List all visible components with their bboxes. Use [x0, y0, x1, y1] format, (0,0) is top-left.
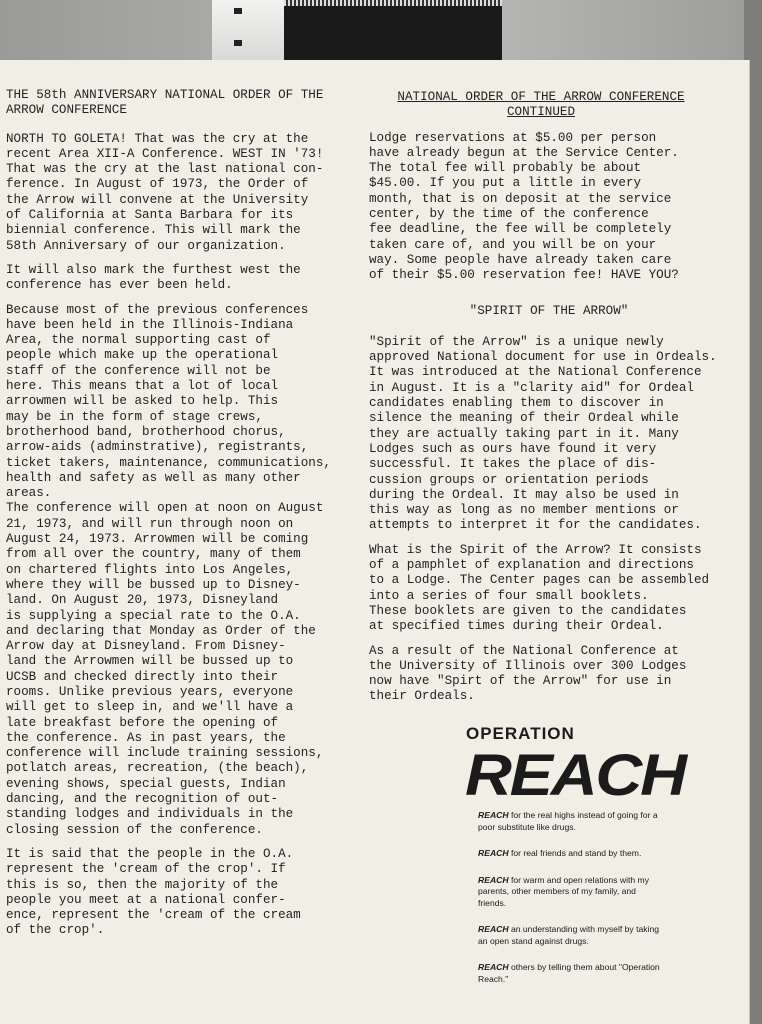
reach-logo: REACH	[465, 743, 685, 808]
document-page	[0, 60, 749, 1024]
article-paragraph: It will also mark the furthest west the conference has ever been held.	[6, 262, 301, 293]
reach-keyword: REACH	[478, 874, 509, 885]
scanner-barcode	[284, 0, 502, 6]
reach-text: for the real highs instead of going for a poor substitute like drugs.	[478, 810, 658, 832]
reach-item	[478, 848, 662, 860]
reach-keyword: REACH	[478, 924, 509, 934]
reach-item	[478, 962, 662, 985]
scanner-calibration-card	[212, 0, 284, 62]
calibration-mark	[234, 8, 242, 14]
article-paragraph: It is said that the people in the O.A. represent the 'cream of the crop'. If this is so, then the majority of the people you meet at a national confer- ence, represent the 'cream of the cream of the crop'.	[6, 846, 301, 938]
article-paragraph: NORTH TO GOLETA! That was the cry at the recent Area XII-A Conference. WEST IN '73! That was the cry at the last national con- ference. In August of 1973, the Order of the Arrow will convene at the University of California at Santa Barbara for its biennial conference. This will mark the 58th Anniversary of our organization.	[6, 131, 324, 253]
article-paragraph: As a result of the National Conference at the University of Illinois over 300 Lodges now have "Spirt of the Arrow" for use in their Ordeals.	[369, 643, 687, 704]
article-paragraph: The conference will open at noon on August 21, 1973, and will run through noon on August 24, 1973. Arrowmen will be coming from all over the country, many of them on chartered flights into Los Angeles, where they will be bussed up to Disney- land. On August 20, 1973, Disneyland is supplying a special rate to the O.A. and declaring that Monday as Order of the Arrow day at Disneyland. From Disney- land the Arrowmen will be bussed up to UCSB and checked directly into their rooms. Unlike previous years, everyone will get to sleep in, and we'll have a late breakfast before the opening of the conference. As in past years, the conference will include training sessions, potlatch areas, recreation, (the beach), evening shows, special guests, Indian dancing, and the recognition of out- standing lodges and individuals in the closing session of the conference.	[6, 501, 324, 837]
reach-list	[464, 810, 674, 985]
left-column	[6, 88, 362, 948]
reach-keyword: REACH	[478, 810, 509, 820]
reach-item	[478, 924, 662, 947]
reach-keyword: REACH	[478, 962, 509, 972]
reach-keyword: REACH	[478, 848, 509, 858]
reach-item	[478, 875, 662, 910]
article-paragraph: "Spirit of the Arrow" is a unique newly approved National document for use in Ordeals. It was introduced at the National Conference in August. It is a "clarity aid" for Ordeal candidates enabling them to discover in silence the meaning of their Ordeal while they are actually taking part in it. Many Lodges such as ours have found it very successful. It takes the place of dis- cussion groups or orientation periods during the Ordeal. It may also be used in this way as long as no member mentions or attempts to interpret it for the candidates.	[369, 334, 717, 533]
operation-reach-ad	[464, 724, 685, 1000]
reach-text: for warm and open relations with my parents, other members of my family, and friends.	[478, 874, 649, 908]
scanner-strip	[212, 0, 502, 62]
reach-text: others by telling them about "Operation Reach."	[478, 962, 660, 984]
operation-label: OPERATION	[466, 724, 575, 743]
article-paragraph: Lodge reservations at $5.00 per person have already begun at the Service Center. The total fee will probably be about $45.00. If you put a little in every month, that is on deposit at the service center, by the time of the conference fee deadline, the fee will be completely taken care of, and you will be on your way. Some people have already taken care of their $5.00 reservation fee! HAVE YOU?	[369, 130, 679, 283]
calibration-mark	[234, 40, 242, 46]
continued-heading: NATIONAL ORDER OF THE ARROW CONFERENCE CONTINUED	[397, 90, 685, 120]
reach-item	[478, 810, 662, 833]
spirit-heading: "SPIRIT OF THE ARROW"	[469, 303, 629, 318]
right-column	[369, 90, 747, 714]
article-paragraph: Because most of the previous conferences have been held in the Illinois-Indiana Area, the normal supporting cast of people which make up the operational staff of the conference will not be here. This means that a lot of local arrowmen will be asked to help. This may be in the form of stage crews, brotherhood band, brotherhood chorus, arrow-aids (adminstrative), registrants, ticket takers, maintenance, communications, health and safety as well as many other areas.	[6, 302, 331, 501]
article-paragraph: What is the Spirit of the Arrow? It consists of a pamphlet of explanation and directions to a Lodge. The Center pages can be assembled into a series of four small booklets. These booklets are given to the candidates at specified times during their Ordeal.	[369, 542, 710, 634]
article-title: THE 58th ANNIVERSARY NATIONAL ORDER OF THE ARROW CONFERENCE	[6, 88, 324, 118]
reach-text: an understanding with myself by taking an open stand against drugs.	[478, 924, 660, 946]
reach-text: for real friends and stand by them.	[508, 848, 642, 858]
